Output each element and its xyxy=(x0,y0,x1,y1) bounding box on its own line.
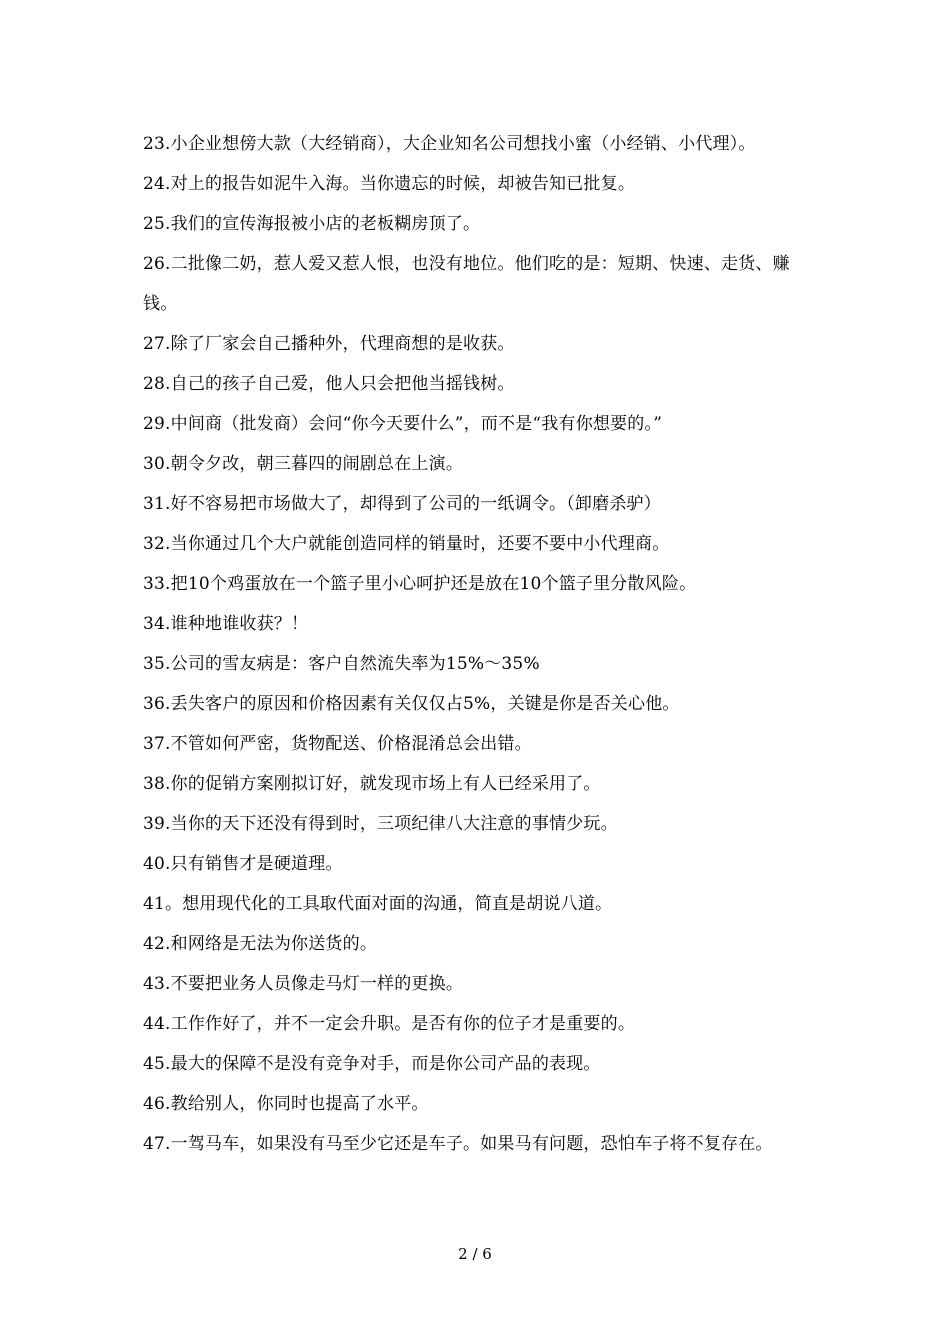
list-item: 47.一驾马车，如果没有马至少它还是车子。如果马有问题，恐怕车子将不复存在。 xyxy=(143,1134,773,1154)
list-item: 40.只有销售才是硬道理。 xyxy=(143,854,343,874)
list-item: 23.小企业想傍大款（大经销商），大企业知名公司想找小蜜（小经销、小代理）。 xyxy=(143,134,756,154)
list-item: 26.二批像二奶，惹人爱又惹人恨，也没有地位。他们吃的是：短期、快速、走货、赚钱。 xyxy=(143,254,790,314)
document-body xyxy=(143,124,815,1164)
list-item: 43.不要把业务人员像走马灯一样的更换。 xyxy=(143,974,464,994)
list-item: 32.当你通过几个大户就能创造同样的销量时，还要不要中小代理商。 xyxy=(143,534,670,554)
list-item: 44.工作作好了，并不一定会升职。是否有你的位子才是重要的。 xyxy=(143,1014,636,1034)
list-item: 31.好不容易把市场做大了，却得到了公司的一纸调令。（卸磨杀驴） xyxy=(143,494,661,514)
list-item: 25.我们的宣传海报被小店的老板糊房顶了。 xyxy=(143,214,481,234)
list-item: 24.对上的报告如泥牛入海。当你遗忘的时候，却被告知已批复。 xyxy=(143,174,636,194)
list-item: 27.除了厂家会自己播种外，代理商想的是收获。 xyxy=(143,334,515,354)
list-item: 35.公司的雪友病是：客户自然流失率为15%～35% xyxy=(143,654,540,674)
list-item: 39.当你的天下还没有得到时，三项纪律八大注意的事情少玩。 xyxy=(143,814,618,834)
list-item: 28.自己的孩子自己爱，他人只会把他当摇钱树。 xyxy=(143,374,515,394)
list-item: 36.丢失客户的原因和价格因素有关仅仅占5%，关键是你是否关心他。 xyxy=(143,694,680,714)
list-item: 46.教给别人，你同时也提高了水平。 xyxy=(143,1094,429,1114)
list-item: 34.谁种地谁收获？！ xyxy=(143,614,309,634)
list-item: 29.中间商（批发商）会问“你今天要什么”，而不是“我有你想要的。” xyxy=(143,414,663,434)
list-item: 30.朝令夕改，朝三暮四的闹剧总在上演。 xyxy=(143,454,464,474)
list-item: 38.你的促销方案刚拟订好，就发现市场上有人已经采用了。 xyxy=(143,774,601,794)
list-item: 37.不管如何严密，货物配送、价格混淆总会出错。 xyxy=(143,734,532,754)
list-item: 45.最大的保障不是没有竞争对手，而是你公司产品的表现。 xyxy=(143,1054,601,1074)
list-item: 42.和网络是无法为你送货的。 xyxy=(143,934,378,954)
list-item: 41。想用现代化的工具取代面对面的沟通，简直是胡说八道。 xyxy=(143,894,613,914)
list-item: 33.把10个鸡蛋放在一个篮子里小心呵护还是放在10个篮子里分散风险。 xyxy=(143,574,697,594)
page-number: 2 / 6 xyxy=(458,1245,492,1263)
